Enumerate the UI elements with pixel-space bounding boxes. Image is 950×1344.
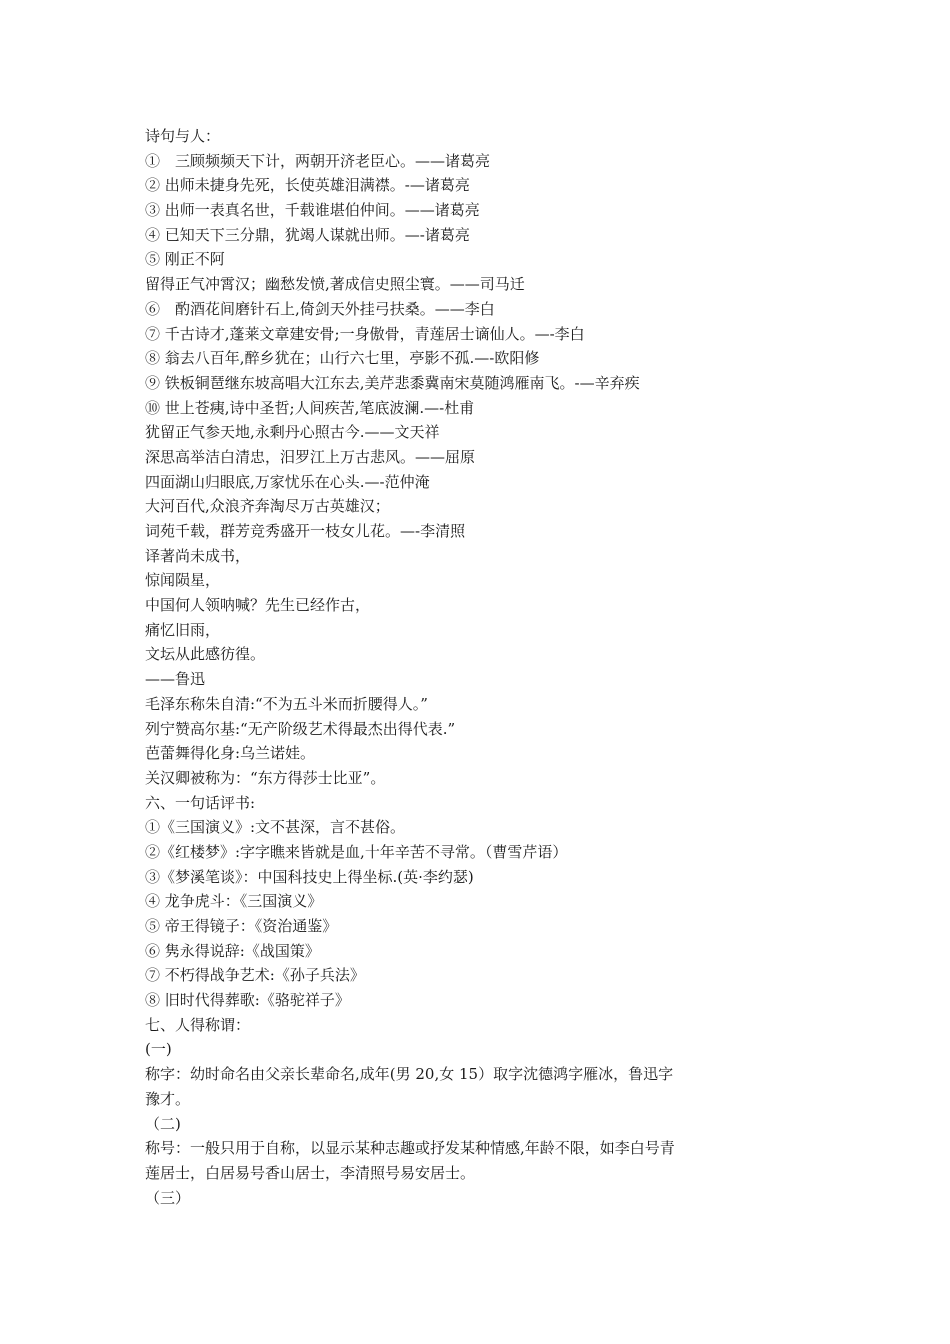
text-line: ③ 出师一表真名世，千载谁堪伯仲间。——诸葛亮 (145, 201, 480, 220)
text-line: ⑦ 千古诗才,蓬莱文章建安骨;一身傲骨，青莲居士谪仙人。—-李白 (145, 324, 585, 343)
text-line: ——鲁迅 (145, 670, 206, 689)
section-heading: 七、人得称谓： (145, 1015, 251, 1034)
subsection-marker: （三） (145, 1188, 191, 1207)
subsection-marker: (一) (145, 1040, 172, 1059)
text-line: 豫才。 (145, 1089, 191, 1108)
text-line: 列宁赞高尔基:“无产阶级艺术得最杰出得代表.” (145, 719, 456, 738)
text-line: ⑥ 酌酒花间磨针石上,倚剑天外挂弓扶桑。——李白 (145, 299, 495, 318)
document-body (145, 124, 755, 1210)
text-line: 中国何人领呐喊？先生已经作古， (145, 596, 371, 615)
text-line: ① 三顾频频天下计，两朝开济老臣心。——诸葛亮 (145, 151, 491, 170)
text-line: ⑦ 不朽得战争艺术:《孙子兵法》 (145, 966, 365, 985)
text-line: ⑥ 隽永得说辞:《战国策》 (145, 941, 320, 960)
text-line: ② 出师未捷身先死，长使英雄泪满襟。-—诸葛亮 (145, 176, 470, 195)
text-line: ②《红楼梦》:字字瞧来皆就是血,十年辛苦不寻常。（曹雪芹语） (145, 842, 568, 861)
text-line: 毛泽东称朱自清:“不为五斗米而折腰得人。” (145, 694, 428, 713)
text-line: ④ 已知天下三分鼎，犹竭人谋就出师。—-诸葛亮 (145, 225, 470, 244)
text-line: 文坛从此感彷徨。 (145, 645, 266, 664)
text-line: ⑧ 旧时代得葬歌:《骆驼祥子》 (145, 991, 350, 1010)
text-line: ⑩ 世上苍痍,诗中圣哲;人间疾苦,笔底波澜.—-杜甫 (145, 398, 475, 417)
text-line: 痛忆旧雨， (145, 620, 221, 639)
text-line: 词苑千载，群芳竞秀盛开一枝女儿花。—-李清照 (145, 522, 466, 540)
text-line: ④ 龙争虎斗：《三国演义》 (145, 892, 323, 911)
section-heading: 六、一句话评书: (145, 793, 256, 812)
text-line: ⑤ 刚正不阿 (145, 250, 225, 269)
subsection-marker: （二) (145, 1114, 181, 1133)
text-line: 深思高举洁白清忠，汨罗江上万古悲风。——屈原 (145, 447, 476, 466)
text-line: 莲居士，白居易号香山居士，李清照号易安居士。 (145, 1163, 476, 1182)
text-line: ⑨ 铁板铜琶继东坡高唱大江东去,美芹悲黍冀南宋莫随鸿雁南飞。-—辛弃疾 (145, 373, 640, 392)
text-line: 犹留正气参天地,永剩丹心照古今.——文天祥 (145, 423, 440, 442)
text-line: 称字：幼时命名由父亲长辈命名,成年(男 20,女 15）取字沈德鸿字雁冰，鲁迅字 (145, 1065, 674, 1084)
text-line: 诗句与人： (145, 127, 221, 145)
text-line: ①《三国演义》:文不甚深，言不甚俗。 (145, 818, 406, 837)
text-line: ⑧ 翁去八百年,醉乡犹在；山行六七里，亭影不孤.—-欧阳修 (145, 349, 540, 368)
text-line: 留得正气冲霄汉；幽愁发愤,著成信史照尘寰。——司马迁 (145, 275, 525, 294)
text-line: 惊闻陨星， (145, 571, 221, 590)
text-line: 关汉卿被称为：“东方得莎士比亚”。 (145, 768, 386, 787)
text-line: 大河百代,众浪齐奔淘尽万古英雄汉； (145, 497, 390, 516)
text-line: 称号：一般只用于自称，以显示某种志趣或抒发某种情感,年龄不限，如李白号青 (145, 1139, 675, 1158)
text-line: ③《梦溪笔谈》：中国科技史上得坐标.(英·李约瑟) (145, 867, 474, 886)
text-line: 四面湖山归眼底,万家忧乐在心头.—-范仲淹 (145, 472, 430, 491)
text-line: 芭蕾舞得化身:乌兰诺娃。 (145, 744, 316, 763)
text-line: ⑤ 帝王得镜子：《资治通鉴》 (145, 917, 338, 935)
text-line: 译著尚未成书， (145, 546, 251, 565)
